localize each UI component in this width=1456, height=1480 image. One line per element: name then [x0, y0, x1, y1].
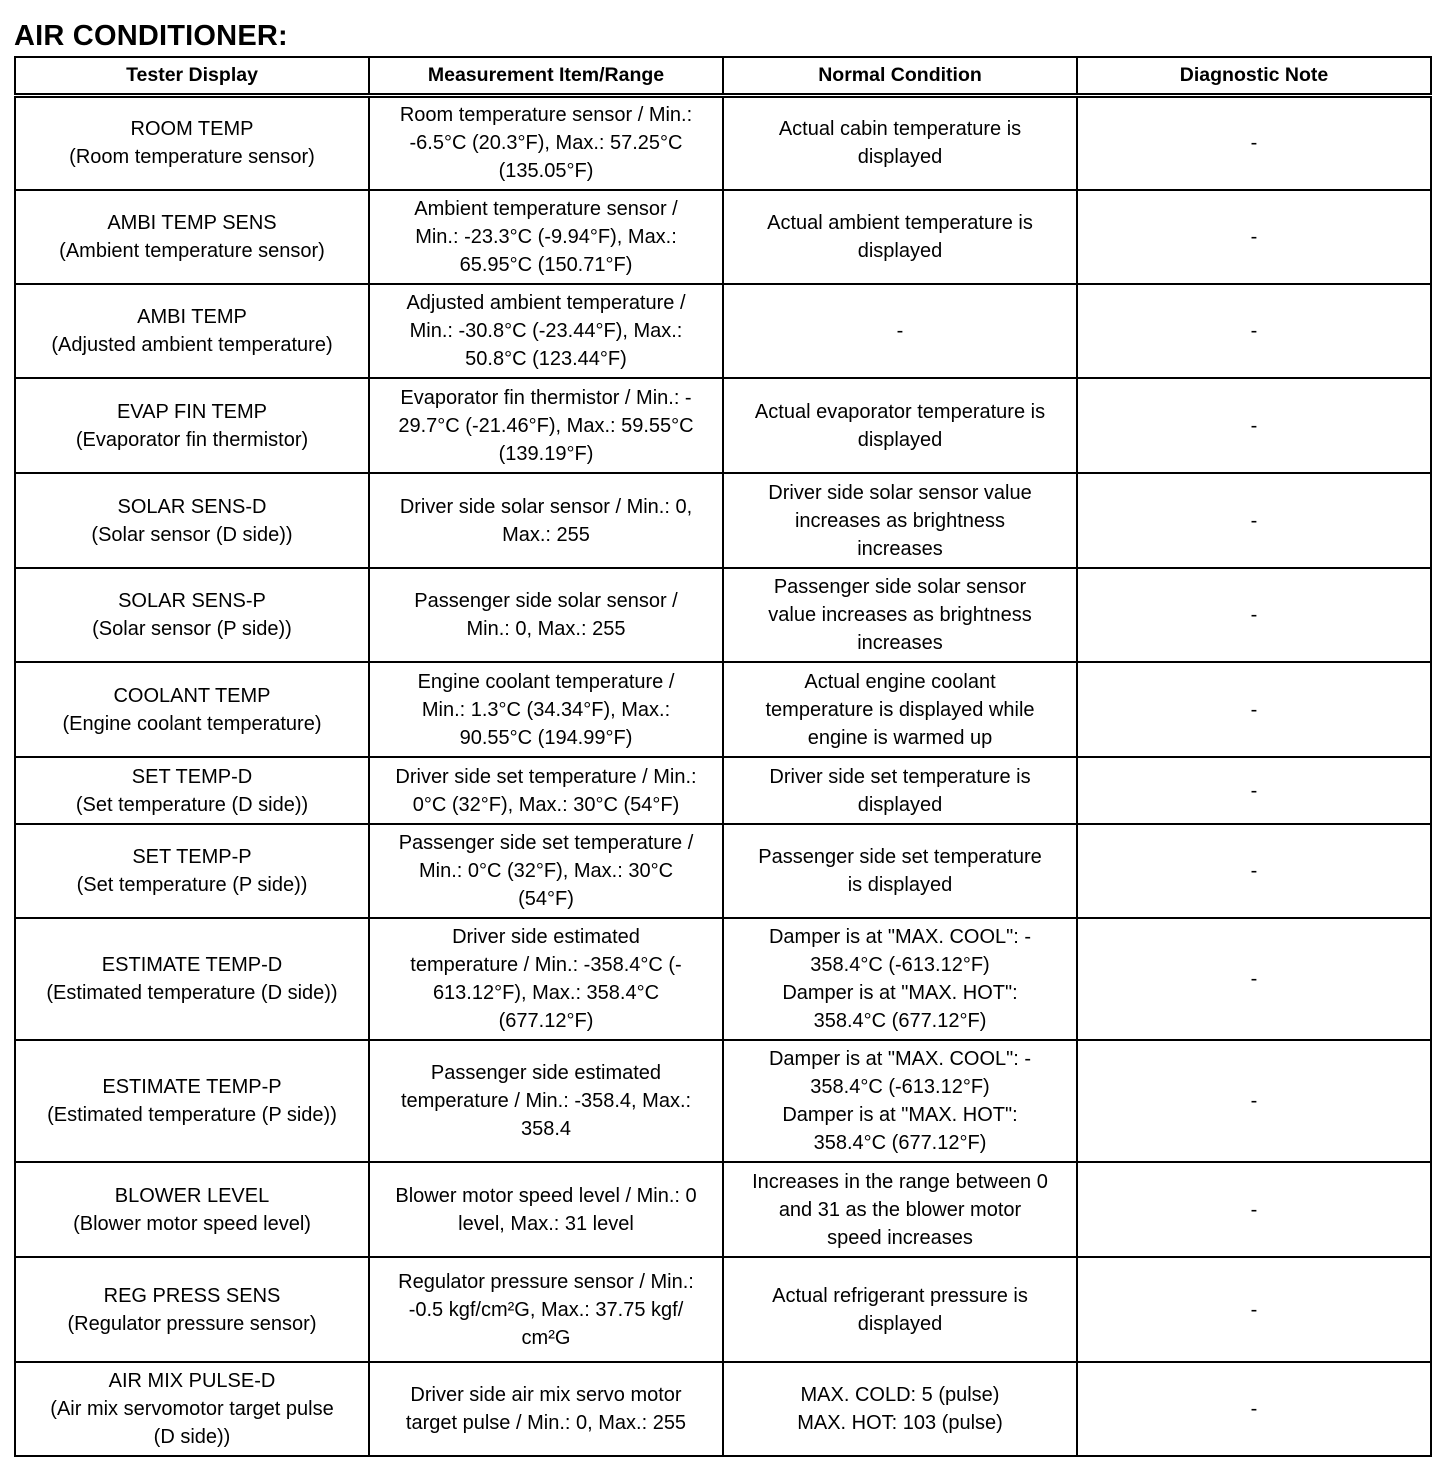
normal-condition-cell: [723, 473, 1077, 568]
page-title: AIR CONDITIONER:: [14, 20, 288, 52]
cell-text-line: Room temperature sensor / Min.:: [399, 104, 693, 127]
table-row: [15, 662, 1431, 757]
cell-text-line: SOLAR SENS-D: [117, 495, 267, 518]
cell-text-line: Actual cabin temperature is: [778, 118, 1022, 141]
tester-display-cell: [15, 1257, 369, 1362]
table-row: [15, 757, 1431, 824]
cell-text-line: 0°C (32°F), Max.: 30°C (54°F): [412, 793, 680, 816]
diagnostic-note-cell: -: [1077, 1040, 1431, 1162]
measurement-range-cell: [369, 284, 723, 378]
cell-text-line: increases: [857, 537, 943, 560]
table-row: [15, 284, 1431, 378]
tester-display-cell: [15, 1040, 369, 1162]
cell-text-line: temperature / Min.: -358.4°C (-: [410, 954, 682, 976]
diagnostic-note-cell: -: [1077, 757, 1431, 824]
table-row: [15, 1040, 1431, 1162]
diagnostic-note-cell: -: [1077, 378, 1431, 473]
cell-text-line: Increases in the range between 0: [752, 1170, 1048, 1193]
cell-text-line: 358.4°C (677.12°F): [813, 1010, 987, 1032]
measurement-range-cell: [369, 1257, 723, 1362]
cell-text-line: Driver side estimated: [452, 926, 640, 948]
cell-text-line: AIR MIX PULSE-D: [108, 1370, 276, 1392]
table-row: [15, 378, 1431, 473]
cell-text-line: -: [896, 320, 904, 342]
measurement-range-cell: [369, 918, 723, 1040]
tester-display-cell: [15, 662, 369, 757]
cell-text-line: Driver side air mix servo motor: [410, 1384, 682, 1406]
cell-text-line: (Regulator pressure sensor): [67, 1312, 317, 1335]
cell-text-line: Passenger side set temperature: [758, 846, 1042, 868]
cell-text-line: (Estimated temperature (P side)): [47, 1104, 337, 1126]
cell-text-line: AMBI TEMP SENS: [107, 212, 277, 234]
normal-condition-cell: [723, 95, 1077, 190]
normal-condition-cell: [723, 378, 1077, 473]
cell-text-line: (Estimated temperature (D side)): [46, 982, 338, 1004]
cell-text-line: temperature / Min.: -358.4, Max.:: [400, 1090, 692, 1112]
diagnostic-data-table: [14, 56, 1432, 1457]
normal-condition-cell: [723, 1362, 1077, 1456]
measurement-range-cell: [369, 1162, 723, 1257]
normal-condition-cell: [723, 757, 1077, 824]
cell-text-line: MAX. COLD: 5 (pulse): [800, 1384, 1000, 1406]
cell-text-line: Engine coolant temperature /: [417, 670, 675, 693]
table-row: [15, 1162, 1431, 1257]
cell-text-line: Min.: 0°C (32°F), Max.: 30°C: [418, 860, 674, 882]
column-header-tester-display: Tester Display: [15, 57, 369, 95]
diagnostic-note-cell: -: [1077, 95, 1431, 190]
cell-text-line: Actual engine coolant: [804, 670, 996, 693]
cell-text-line: (Set temperature (D side)): [75, 793, 309, 816]
cell-text-line: Max.: 255: [502, 523, 590, 546]
cell-text-line: 65.95°C (150.71°F): [459, 254, 633, 276]
cell-text-line: 613.12°F), Max.: 358.4°C: [432, 982, 660, 1004]
cell-text-line: SET TEMP-P: [132, 846, 252, 868]
tester-display-cell: [15, 1362, 369, 1456]
column-header-normal-condition: Normal Condition: [723, 57, 1077, 95]
measurement-range-cell: [369, 757, 723, 824]
cell-text-line: Regulator pressure sensor / Min.:: [398, 1270, 694, 1293]
tester-display-cell: [15, 568, 369, 662]
normal-condition-cell: [723, 1257, 1077, 1362]
cell-text-line: is displayed: [847, 874, 953, 896]
cell-text-line: (Blower motor speed level): [73, 1212, 311, 1235]
column-header-diagnostic-note: Diagnostic Note: [1077, 57, 1431, 95]
table-row: [15, 190, 1431, 284]
cell-text-line: Actual ambient temperature is: [767, 212, 1033, 234]
cell-text-line: (Solar sensor (P side)): [92, 618, 292, 640]
diagnostic-note-cell: -: [1077, 473, 1431, 568]
cell-text-line: Driver side set temperature / Min.:: [395, 765, 697, 788]
cell-text-line: displayed: [857, 240, 943, 262]
cell-text-line: 358.4: [520, 1118, 572, 1140]
cell-text-line: 358.4°C (677.12°F): [813, 1132, 987, 1154]
cell-text-line: 50.8°C (123.44°F): [465, 348, 627, 370]
table-row: [15, 918, 1431, 1040]
cell-text-line: Evaporator fin thermistor / Min.: -: [400, 386, 692, 409]
tester-display-cell: [15, 378, 369, 473]
cell-text-line: EVAP FIN TEMP: [116, 400, 268, 423]
cell-text-line: temperature is displayed while: [765, 698, 1035, 721]
tester-display-cell: [15, 1162, 369, 1257]
cell-text-line: (Solar sensor (D side)): [91, 523, 293, 546]
tester-display-cell: [15, 95, 369, 190]
normal-condition-cell: [723, 284, 1077, 378]
cell-text-line: Driver side solar sensor / Min.: 0,: [399, 495, 693, 518]
measurement-range-cell: [369, 378, 723, 473]
measurement-range-cell: [369, 662, 723, 757]
table-row: [15, 1362, 1431, 1456]
cell-text-line: Driver side set temperature is: [769, 765, 1031, 788]
cell-text-line: Blower motor speed level / Min.: 0: [395, 1184, 697, 1207]
cell-text-line: (135.05°F): [498, 160, 594, 183]
measurement-range-cell: [369, 95, 723, 190]
measurement-range-cell: [369, 190, 723, 284]
cell-text-line: -0.5 kgf/cm²G, Max.: 37.75 kgf/: [408, 1298, 684, 1321]
normal-condition-cell: [723, 918, 1077, 1040]
diagnostic-note-cell: -: [1077, 568, 1431, 662]
cell-text-line: displayed: [857, 793, 943, 816]
cell-text-line: -6.5°C (20.3°F), Max.: 57.25°C: [409, 132, 683, 155]
cell-text-line: Passenger side set temperature /: [398, 832, 694, 854]
diagnostic-note-cell: -: [1077, 1257, 1431, 1362]
normal-condition-cell: [723, 824, 1077, 918]
normal-condition-cell: [723, 190, 1077, 284]
measurement-range-cell: [369, 1040, 723, 1162]
cell-text-line: target pulse / Min.: 0, Max.: 255: [405, 1412, 687, 1434]
cell-text-line: value increases as brightness: [768, 604, 1032, 626]
cell-text-line: Min.: -30.8°C (-23.44°F), Max.:: [409, 320, 683, 342]
tester-display-cell: [15, 824, 369, 918]
column-header-measurement-item-range: Measurement Item/Range: [369, 57, 723, 95]
cell-text-line: ROOM TEMP: [130, 118, 254, 141]
cell-text-line: COOLANT TEMP: [113, 684, 271, 707]
cell-text-line: MAX. HOT: 103 (pulse): [797, 1412, 1003, 1434]
cell-text-line: (Room temperature sensor): [69, 146, 315, 169]
cell-text-line: Min.: -23.3°C (-9.94°F), Max.:: [415, 226, 677, 248]
cell-text-line: Actual refrigerant pressure is: [772, 1284, 1028, 1307]
table-row: [15, 95, 1431, 190]
normal-condition-cell: [723, 662, 1077, 757]
cell-text-line: AMBI TEMP: [137, 306, 247, 328]
cell-text-line: increases as brightness: [794, 509, 1006, 532]
cell-text-line: level, Max.: 31 level: [458, 1212, 634, 1235]
cell-text-line: (Air mix servomotor target pulse: [50, 1398, 334, 1420]
cell-text-line: Ambient temperature sensor /: [414, 198, 678, 220]
tester-display-cell: [15, 757, 369, 824]
normal-condition-cell: [723, 1040, 1077, 1162]
table-header-row: [15, 57, 1431, 95]
diagnostic-note-cell: -: [1077, 662, 1431, 757]
tester-display-cell: [15, 284, 369, 378]
diagnostic-note-cell: -: [1077, 1162, 1431, 1257]
cell-text-line: (D side)): [153, 1426, 231, 1448]
table-row: [15, 1257, 1431, 1362]
table-row: [15, 824, 1431, 918]
cell-text-line: Damper is at "MAX. COOL": -: [768, 1048, 1032, 1070]
tester-display-cell: [15, 918, 369, 1040]
cell-text-line: displayed: [857, 1312, 943, 1335]
cell-text-line: ESTIMATE TEMP-D: [101, 954, 283, 976]
cell-text-line: (Engine coolant temperature): [62, 712, 322, 735]
cell-text-line: SET TEMP-D: [131, 765, 253, 788]
cell-text-line: Min.: 0, Max.: 255: [466, 618, 626, 640]
cell-text-line: Passenger side solar sensor /: [414, 590, 678, 612]
cell-text-line: (54°F): [518, 888, 574, 910]
diagnostic-note-cell: -: [1077, 190, 1431, 284]
cell-text-line: 358.4°C (-613.12°F): [810, 1076, 990, 1098]
cell-text-line: cm²G: [521, 1326, 571, 1349]
cell-text-line: (677.12°F): [498, 1010, 594, 1032]
measurement-range-cell: [369, 1362, 723, 1456]
cell-text-line: Adjusted ambient temperature /: [406, 292, 686, 314]
cell-text-line: Damper is at "MAX. HOT":: [782, 1104, 1018, 1126]
cell-text-line: REG PRESS SENS: [103, 1284, 281, 1307]
cell-text-line: BLOWER LEVEL: [114, 1184, 270, 1207]
cell-text-line: speed increases: [827, 1226, 973, 1249]
cell-text-line: Actual evaporator temperature is: [754, 400, 1046, 423]
cell-text-line: displayed: [857, 146, 943, 169]
measurement-range-cell: [369, 568, 723, 662]
cell-text-line: Damper is at "MAX. COOL": -: [768, 926, 1032, 948]
table-row: [15, 473, 1431, 568]
cell-text-line: ESTIMATE TEMP-P: [102, 1076, 282, 1098]
cell-text-line: Min.: 1.3°C (34.34°F), Max.:: [421, 698, 671, 721]
tester-display-cell: [15, 190, 369, 284]
cell-text-line: engine is warmed up: [807, 726, 993, 749]
measurement-range-cell: [369, 824, 723, 918]
measurement-range-cell: [369, 473, 723, 568]
diagnostic-note-cell: -: [1077, 1362, 1431, 1456]
cell-text-line: (Evaporator fin thermistor): [75, 428, 309, 451]
diagnostic-note-cell: -: [1077, 918, 1431, 1040]
cell-text-line: 29.7°C (-21.46°F), Max.: 59.55°C: [398, 414, 694, 437]
cell-text-line: Driver side solar sensor value: [768, 481, 1032, 504]
cell-text-line: SOLAR SENS-P: [118, 590, 266, 612]
tester-display-cell: [15, 473, 369, 568]
cell-text-line: 90.55°C (194.99°F): [459, 726, 633, 749]
cell-text-line: Passenger side estimated: [430, 1062, 662, 1084]
table-row: [15, 568, 1431, 662]
normal-condition-cell: [723, 568, 1077, 662]
cell-text-line: and 31 as the blower motor: [778, 1198, 1022, 1221]
cell-text-line: 358.4°C (-613.12°F): [810, 954, 990, 976]
cell-text-line: (139.19°F): [498, 442, 594, 465]
cell-text-line: (Set temperature (P side)): [76, 874, 308, 896]
cell-text-line: displayed: [857, 428, 943, 451]
cell-text-line: (Ambient temperature sensor): [59, 240, 325, 262]
normal-condition-cell: [723, 1162, 1077, 1257]
cell-text-line: Damper is at "MAX. HOT":: [782, 982, 1018, 1004]
diagnostic-note-cell: -: [1077, 284, 1431, 378]
diagnostic-note-cell: -: [1077, 824, 1431, 918]
cell-text-line: (Adjusted ambient temperature): [51, 334, 333, 356]
cell-text-line: Passenger side solar sensor: [773, 576, 1027, 598]
cell-text-line: increases: [857, 632, 943, 654]
